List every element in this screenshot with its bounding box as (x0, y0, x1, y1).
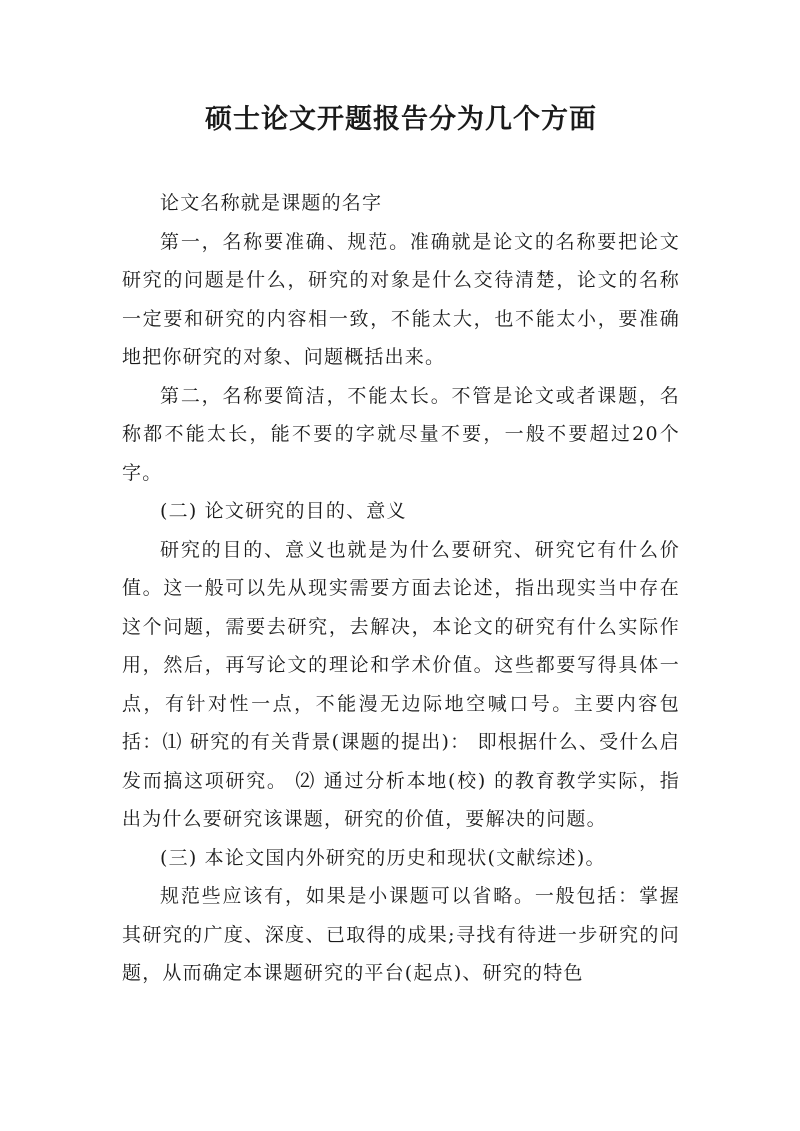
document-title: 硕士论文开题报告分为几个方面 (205, 104, 597, 135)
document-body (122, 184, 680, 993)
paragraph-literature-review: 规范些应该有，如果是小课题可以省略。一般包括：掌握其研究的广度、深度、已取得的成果;寻找有待进一步研究的问题，从而确定本课题研究的平台(起点)、研究的特色 (122, 885, 680, 984)
paragraph-name-concise: 第二，名称要简洁，不能太长。不管是论文或者课题，名称都不能太长，能不要的字就尽量不要，一般不要超过20个字。 (122, 384, 680, 484)
section-heading-purpose: (二) 论文研究的目的、意义 (160, 500, 407, 522)
paragraph-thesis-name: 论文名称就是课题的名字 (160, 192, 383, 214)
section-heading-literature-review: (三) 本论文国内外研究的历史和现状(文献综述)。 (160, 846, 606, 869)
paragraph-name-accurate: 第一，名称要准确、规范。准确就是论文的名称要把论文研究的问题是什么，研究的对象是什么交待清楚，论文的名称一定要和研究的内容相一致，不能太大，也不能太小，要准确地把你研究的对象、问题概括出来。 (122, 230, 680, 368)
paragraph-purpose-meaning: 研究的目的、意义也就是为什么要研究、研究它有什么价值。这一般可以先从现实需要方面去论述，指出现实当中存在这个问题，需要去研究，去解决，本论文的研究有什么实际作用，然后，再写论文的理论和学术价值。这些都要写得具体一点，有针对性一点，不能漫无边际地空喊口号。主要内容包括：⑴ 研究的有关背景(课题的提出)： 即根据什么、受什么启发而搞这项研究。 ⑵ 通过分析本地(校) 的教育教学实际，指出为什么要研究该课题，研究的价值，要解决的问题。 (122, 538, 680, 830)
